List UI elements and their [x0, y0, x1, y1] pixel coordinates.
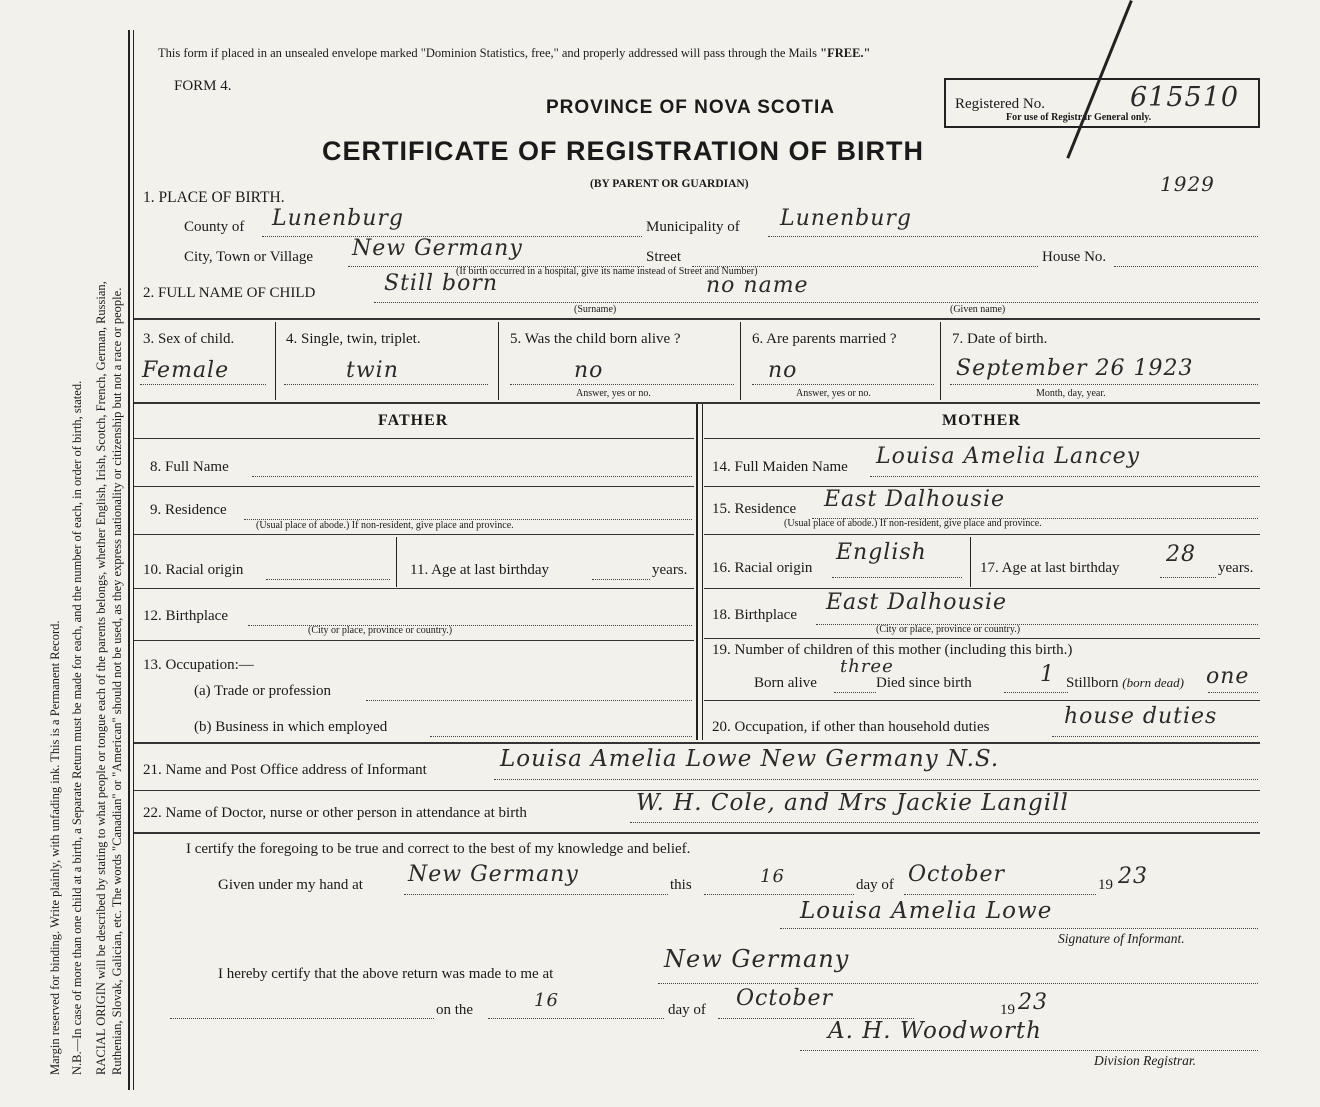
house-label: House No.	[1042, 249, 1107, 265]
father-residence-label: 9. Residence	[150, 502, 227, 518]
mother-line-4	[704, 638, 1260, 639]
born-alive-line	[834, 692, 876, 693]
mother-racial-label: 16. Racial origin	[712, 560, 813, 576]
alive-line	[510, 384, 734, 385]
mother-age-line	[1160, 577, 1216, 578]
given-label: Given under my hand at	[218, 877, 363, 893]
left-border-inner	[133, 30, 134, 1090]
given-place-value: New Germany	[408, 862, 579, 887]
father-trade-line	[366, 700, 692, 701]
left-border	[128, 30, 130, 1090]
mother-years: years.	[1218, 560, 1254, 576]
mother-name-label: 14. Full Maiden Name	[712, 459, 848, 475]
plurality-value: twin	[346, 358, 399, 383]
mother-name-value: Louisa Amelia Lancey	[876, 444, 1141, 469]
mother-occupation-line	[1052, 736, 1258, 737]
year-stamp: 1929	[1160, 172, 1215, 196]
registrar-use-note: For use of Registrar General only.	[1006, 112, 1152, 123]
mother-birthplace-caption: (City or place, province or country.)	[876, 624, 1021, 635]
father-business-line	[430, 736, 692, 737]
plurality-line	[284, 384, 488, 385]
street-label: Street	[646, 249, 681, 265]
father-head-line	[134, 438, 694, 439]
married-line	[752, 384, 934, 385]
given-place-line	[404, 894, 668, 895]
informant-signature-line	[780, 928, 1258, 929]
municipality-line	[768, 236, 1258, 237]
registrar-place-line	[658, 983, 1258, 984]
province-heading: PROVINCE OF NOVA SCOTIA	[546, 97, 836, 118]
dob-value: September 26 1923	[956, 356, 1194, 381]
dob-label: 7. Date of birth.	[952, 331, 1048, 347]
col-div-2	[498, 322, 499, 400]
mother-birthplace-value: East Dalhousie	[826, 590, 1008, 615]
married-value: no	[768, 358, 798, 383]
place-heading: 1. PLACE OF BIRTH.	[143, 189, 285, 206]
divider-certify	[134, 832, 1260, 834]
father-racial-line	[266, 579, 390, 580]
father-birthplace-caption: (City or place, province or country.)	[308, 625, 453, 636]
dob-line	[950, 384, 1258, 385]
mother-line-3	[704, 588, 1260, 589]
page-subtitle: (BY PARENT OR GUARDIAN)	[590, 178, 749, 190]
city-value: New Germany	[352, 236, 523, 261]
registered-number: 615510	[1130, 82, 1240, 113]
plurality-label: 4. Single, twin, triplet.	[286, 331, 421, 347]
hospital-note: (If birth occurred in a hospital, give its name instead of Street and Number)	[456, 266, 758, 277]
divider-informant	[134, 742, 1260, 744]
city-label: City, Town or Village	[184, 249, 314, 265]
mother-line-5	[704, 700, 1260, 701]
mother-heading: MOTHER	[942, 412, 1021, 429]
mother-line-2	[704, 534, 1260, 535]
municipality-label: Municipality of	[646, 219, 740, 235]
registrar-year-prefix: 19	[1000, 1002, 1015, 1018]
mail-notice: This form if placed in an unsealed envelope marked "Dominion Statistics, free," and properly addressed will pass through the Mails "FREE."	[158, 46, 871, 60]
died-label: Died since birth	[876, 675, 972, 691]
informant-signature-caption: Signature of Informant.	[1058, 931, 1185, 946]
certify-statement: I certify the foregoing to be true and correct to the best of my knowledge and belief.	[186, 841, 691, 857]
stillborn-value: one	[1206, 664, 1250, 689]
married-label: 6. Are parents married ?	[752, 331, 897, 347]
given-year-value: 23	[1118, 864, 1148, 889]
married-caption: Answer, yes or no.	[796, 388, 871, 399]
col-div-1	[275, 322, 276, 400]
municipality-value: Lunenburg	[780, 206, 912, 231]
father-age-label: 11. Age at last birthday	[410, 562, 549, 578]
registrar-signature-line	[800, 1050, 1258, 1051]
died-line	[1004, 692, 1068, 693]
doctor-label: 22. Name of Doctor, nurse or other person in attendance at birth	[143, 805, 527, 821]
mother-racial-value: English	[836, 540, 927, 565]
registrar-place-value: New Germany	[664, 945, 850, 973]
informant-value: Louisa Amelia Lowe New Germany N.S.	[500, 746, 1000, 772]
informant-line	[494, 779, 1258, 780]
father-trade-label: (a) Trade or profession	[194, 683, 332, 699]
registrar-day-of-label: day of	[668, 1002, 706, 1018]
father-age-line	[592, 579, 650, 580]
mother-residence-label: 15. Residence	[712, 501, 797, 517]
child-name-line	[374, 302, 1258, 303]
given-day-line	[704, 894, 854, 895]
col-div-3	[740, 322, 741, 400]
informant-signature: Louisa Amelia Lowe	[800, 898, 1053, 924]
informant-label: 21. Name and Post Office address of Informant	[143, 762, 427, 778]
registrar-statement: I hereby certify that the above return was made to me at	[218, 966, 554, 982]
divider-row-3	[134, 318, 1260, 320]
parents-center-divider	[696, 404, 698, 740]
margin-racial-note-1: RACIAL ORIGIN will be described by stating to what people or tongue each of the parents belongs, whether English, Irish, Scotch, French, German, Russian,	[94, 281, 108, 1075]
dob-caption: Month, day, year.	[1036, 388, 1106, 399]
sex-label: 3. Sex of child.	[143, 331, 235, 347]
alive-caption: Answer, yes or no.	[576, 388, 651, 399]
registered-label: Registered No.	[955, 96, 1045, 112]
born-alive-label: Born alive	[754, 675, 817, 691]
county-value: Lunenburg	[272, 206, 404, 231]
given-caption: (Given name)	[950, 304, 1006, 315]
given-day-value: 16	[760, 866, 785, 887]
county-label: County of	[184, 219, 245, 235]
father-racial-label: 10. Racial origin	[143, 562, 244, 578]
father-line-3	[134, 588, 694, 589]
registrar-year-value: 23	[1018, 990, 1048, 1015]
given-month-line	[904, 894, 1096, 895]
mother-occupation-value: house duties	[1064, 704, 1218, 729]
doctor-line	[630, 822, 1258, 823]
children-label: 19. Number of children of this mother (including this birth.)	[712, 642, 1073, 658]
mother-occupation-label: 20. Occupation, if other than household duties	[712, 719, 990, 735]
house-line	[1114, 266, 1258, 267]
mother-residence-caption: (Usual place of abode.) If non-resident, give place and province.	[784, 518, 1042, 529]
registrar-month-value: October	[736, 986, 834, 1011]
father-heading: FATHER	[378, 412, 449, 429]
father-line-1	[134, 486, 694, 487]
registrar-lead-line	[170, 1018, 434, 1019]
father-name-line	[252, 476, 692, 477]
father-residence-caption: (Usual place of abode.) If non-resident, give place and province.	[256, 520, 514, 531]
father-years: years.	[652, 562, 688, 578]
died-value: 1	[1040, 662, 1055, 687]
surname-caption: (Surname)	[574, 304, 617, 315]
father-occupation-label: 13. Occupation:—	[143, 657, 254, 673]
margin-nb-note: N.B.—In case of more than one child at a birth, a Separate Return must be made for each, and the number of each, in order of birth, stated.	[70, 380, 84, 1075]
mother-residence-value: East Dalhousie	[824, 487, 1006, 512]
father-name-label: 8. Full Name	[150, 459, 229, 475]
given-year-prefix: 19	[1098, 877, 1113, 893]
mother-racial-divider	[970, 537, 971, 587]
sex-line	[140, 384, 266, 385]
given-day-of-label: day of	[856, 877, 894, 893]
registrar-signature-caption: Division Registrar.	[1094, 1053, 1197, 1068]
father-business-label: (b) Business in which employed	[194, 719, 388, 735]
father-line-2	[134, 534, 694, 535]
registrar-signature: A. H. Woodworth	[828, 1018, 1042, 1044]
registrar-on-label: on the	[436, 1002, 474, 1018]
mother-birthplace-label: 18. Birthplace	[712, 607, 797, 623]
given-month-value: October	[908, 862, 1006, 887]
registrar-day-value: 16	[534, 990, 559, 1011]
mother-name-line	[870, 476, 1258, 477]
col-div-4	[940, 322, 941, 400]
form-number: FORM 4.	[174, 78, 232, 94]
child-name-label: 2. FULL NAME OF CHILD	[143, 285, 316, 301]
mother-racial-line	[832, 577, 962, 578]
father-racial-divider	[396, 537, 397, 587]
alive-value: no	[574, 358, 604, 383]
sex-value: Female	[142, 358, 230, 383]
father-line-4	[134, 640, 694, 641]
stillborn-line	[1208, 692, 1258, 693]
mother-age-label: 17. Age at last birthday	[980, 560, 1120, 576]
registrar-day-line	[488, 1018, 664, 1019]
mother-head-line	[704, 438, 1260, 439]
margin-binding-note: Margin reserved for binding. Write plainly, with unfading ink. This is a Permanent Record.	[48, 620, 62, 1075]
father-birthplace-label: 12. Birthplace	[143, 608, 228, 624]
page-title: CERTIFICATE OF REGISTRATION OF BIRTH	[322, 136, 924, 166]
stillborn-label: Stillborn (born dead)	[1066, 675, 1185, 691]
margin-racial-note-2: Ruthenian, Slovak, Galician, etc. The words "Canadian" or "American" should not be used, as they express nationality or citizenship but not a race or people.	[110, 287, 124, 1075]
child-surname-value: Still born	[384, 271, 499, 296]
doctor-value: W. H. Cole, and Mrs Jackie Langill	[636, 790, 1069, 816]
alive-label: 5. Was the child born alive ?	[510, 331, 681, 347]
born-alive-value: three	[840, 656, 894, 677]
parents-center-divider-2	[702, 404, 703, 740]
given-this-label: this	[670, 877, 692, 893]
child-given-value: no name	[706, 273, 809, 298]
mother-age-value: 28	[1166, 542, 1196, 567]
